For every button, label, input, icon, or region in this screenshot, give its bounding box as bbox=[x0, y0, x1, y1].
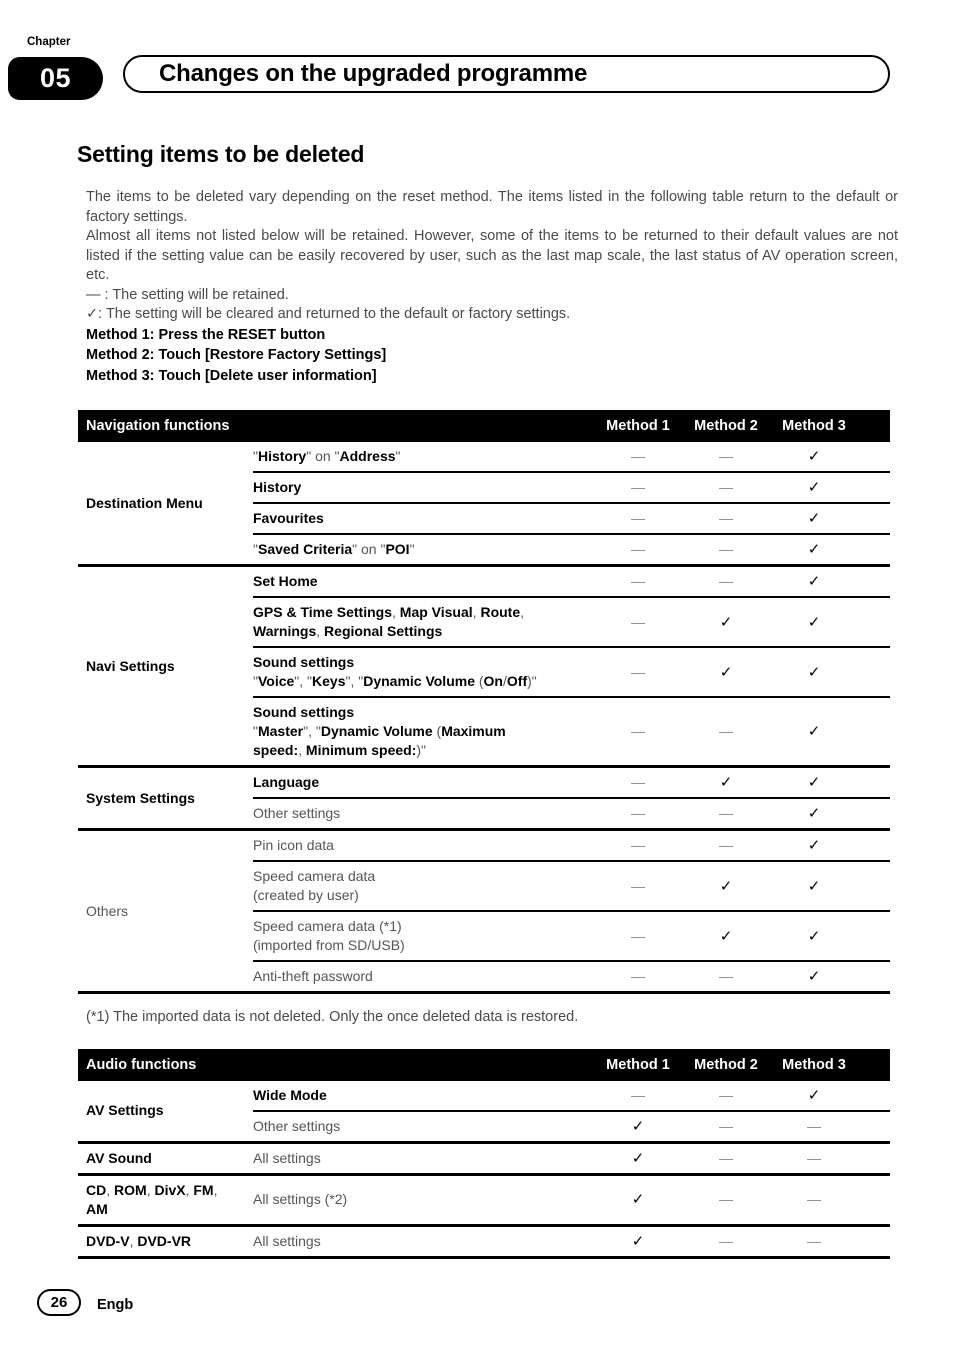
dash-icon: — bbox=[719, 1086, 733, 1103]
setting-item-cell bbox=[253, 1225, 594, 1257]
dash-icon: — bbox=[631, 877, 645, 894]
check-icon: ✓ bbox=[631, 1117, 645, 1135]
method-mark-cell bbox=[682, 697, 770, 767]
row-spacer bbox=[858, 647, 890, 697]
text-segment: All settings bbox=[253, 1149, 321, 1166]
dash-icon: — bbox=[719, 1117, 733, 1134]
row-spacer bbox=[858, 767, 890, 799]
method-mark-cell bbox=[770, 472, 858, 503]
text-segment: " bbox=[253, 541, 258, 557]
method-mark-cell bbox=[770, 697, 858, 767]
table-title: Navigation functions bbox=[78, 410, 594, 442]
setting-item-cell bbox=[253, 697, 594, 767]
table-title: Audio functions bbox=[78, 1049, 594, 1081]
dash-icon: — bbox=[631, 1086, 645, 1103]
check-icon: ✓ bbox=[807, 927, 821, 945]
check-icon: ✓ bbox=[807, 479, 821, 496]
dash-icon: — bbox=[631, 805, 645, 821]
method-mark-cell bbox=[770, 647, 858, 697]
method-mark-cell bbox=[682, 961, 770, 993]
setting-item-cell bbox=[253, 503, 594, 534]
method-mark-cell bbox=[594, 1142, 682, 1174]
row-spacer bbox=[858, 861, 890, 911]
text-segment: Destination Menu bbox=[86, 494, 203, 511]
method-1-definition: Method 1: Press the RESET button bbox=[86, 326, 326, 343]
text-segment: System Settings bbox=[86, 789, 195, 806]
method-mark-cell bbox=[594, 1111, 682, 1143]
table-header-row bbox=[78, 1049, 890, 1081]
method-mark-cell bbox=[770, 442, 858, 472]
method-mark-cell bbox=[682, 442, 770, 472]
check-icon: ✓ bbox=[807, 510, 821, 527]
text-segment: History bbox=[257, 448, 307, 464]
setting-item-cell bbox=[253, 1081, 594, 1111]
dash-icon: — bbox=[631, 448, 645, 464]
method-mark-cell bbox=[682, 911, 770, 961]
text-segment: " bbox=[253, 448, 258, 464]
method-mark-cell bbox=[682, 1142, 770, 1174]
text-segment: (created by user) bbox=[253, 887, 359, 903]
method-mark-cell bbox=[770, 961, 858, 993]
method-mark-cell bbox=[770, 1081, 858, 1111]
dash-icon: — bbox=[719, 805, 733, 821]
method-mark-cell bbox=[594, 961, 682, 993]
dash-icon: — bbox=[719, 1191, 733, 1207]
text-segment: Address bbox=[339, 448, 396, 464]
text-segment: (imported from SD/USB) bbox=[253, 937, 405, 953]
setting-item-cell bbox=[253, 534, 594, 566]
check-icon: ✓ bbox=[807, 805, 821, 822]
dash-icon: — bbox=[807, 1191, 821, 1207]
chapter-label: Chapter bbox=[27, 36, 71, 48]
intro-block bbox=[86, 188, 898, 386]
method-mark-cell bbox=[594, 472, 682, 503]
method-mark-cell bbox=[682, 861, 770, 911]
method-mark-cell bbox=[770, 566, 858, 598]
dash-icon: — bbox=[631, 663, 645, 680]
navigation-functions-grid bbox=[78, 410, 890, 994]
method-mark-cell bbox=[594, 1225, 682, 1257]
method-mark-cell bbox=[594, 1174, 682, 1225]
setting-item-cell bbox=[253, 442, 594, 472]
check-icon: ✓ bbox=[807, 613, 821, 631]
text-segment: )" bbox=[527, 673, 537, 689]
group-label-cell bbox=[78, 1081, 253, 1143]
method-mark-cell bbox=[594, 830, 682, 862]
group-label-cell bbox=[78, 767, 253, 830]
dash-icon: — bbox=[719, 1232, 733, 1249]
text-segment: Map Visual bbox=[399, 604, 473, 620]
table-row bbox=[78, 566, 890, 598]
setting-item-cell bbox=[253, 830, 594, 862]
text-segment: GPS & Time Settings bbox=[253, 604, 392, 620]
text-segment: Wide Mode bbox=[253, 1086, 327, 1103]
text-segment: Saved Criteria bbox=[257, 541, 353, 557]
row-spacer bbox=[858, 798, 890, 830]
setting-item-cell bbox=[253, 566, 594, 598]
text-segment: ROM bbox=[114, 1181, 147, 1198]
text-segment: History bbox=[253, 479, 302, 495]
text-segment: , bbox=[146, 1181, 155, 1198]
text-segment: Master bbox=[257, 723, 304, 739]
table-row bbox=[78, 1142, 890, 1174]
chapter-title-text: Changes on the upgraded programme bbox=[159, 60, 588, 87]
text-segment: POI bbox=[385, 541, 410, 557]
method-mark-cell bbox=[770, 767, 858, 799]
legend-cleared: ✓: The setting will be cleared and returned to the default or factory settings. bbox=[86, 306, 571, 322]
dash-icon: — bbox=[631, 573, 645, 589]
check-icon: ✓ bbox=[719, 927, 733, 945]
setting-item-cell bbox=[253, 1111, 594, 1143]
text-segment: , bbox=[392, 604, 400, 620]
check-icon: ✓ bbox=[631, 1232, 645, 1250]
method-mark-cell bbox=[594, 861, 682, 911]
text-segment: Maximum bbox=[441, 723, 506, 739]
text-segment: All settings bbox=[253, 1232, 321, 1249]
setting-item-cell bbox=[253, 472, 594, 503]
text-segment: , bbox=[298, 742, 306, 758]
row-spacer bbox=[858, 442, 890, 472]
setting-item-cell bbox=[253, 647, 594, 697]
method-mark-cell bbox=[682, 534, 770, 566]
text-segment: FM bbox=[193, 1181, 214, 1198]
dash-icon: — bbox=[719, 541, 733, 557]
method-mark-cell bbox=[682, 1111, 770, 1143]
method-mark-cell bbox=[594, 647, 682, 697]
method-mark-cell bbox=[770, 534, 858, 566]
method-mark-cell bbox=[594, 798, 682, 830]
text-segment: , bbox=[472, 604, 481, 620]
text-segment: ( bbox=[432, 723, 442, 739]
check-icon: ✓ bbox=[631, 1191, 645, 1208]
check-icon: ✓ bbox=[807, 968, 821, 985]
intro-paragraph: Almost all items not listed below will be retained. However, some of the items to be returned to their default values are not listed if the setting value can be easily recovered by user, such as the last map scale, the last status of AV operation screen, etc. bbox=[86, 228, 898, 283]
text-segment: DivX bbox=[154, 1181, 186, 1198]
method-mark-cell bbox=[770, 1142, 858, 1174]
row-spacer bbox=[858, 1111, 890, 1143]
text-segment: Pin icon data bbox=[253, 837, 334, 853]
legend-retained: — : The setting will be retained. bbox=[86, 286, 289, 303]
text-segment: , bbox=[520, 604, 525, 620]
text-segment: , bbox=[106, 1181, 115, 1198]
page-number-badge: 26 bbox=[37, 1289, 81, 1316]
method-mark-cell bbox=[682, 1225, 770, 1257]
method-mark-cell bbox=[682, 566, 770, 598]
text-segment: Regional Settings bbox=[324, 623, 443, 639]
dash-icon: — bbox=[631, 479, 645, 495]
method-mark-cell bbox=[594, 503, 682, 534]
check-icon: ✓ bbox=[807, 573, 821, 590]
row-spacer bbox=[858, 1225, 890, 1257]
method-mark-cell bbox=[594, 697, 682, 767]
chapter-title bbox=[123, 55, 890, 93]
dash-icon: — bbox=[631, 837, 645, 853]
row-spacer bbox=[858, 1174, 890, 1225]
dash-icon: — bbox=[631, 541, 645, 557]
text-segment: Language bbox=[253, 774, 320, 790]
setting-item-cell bbox=[253, 861, 594, 911]
check-icon: ✓ bbox=[719, 774, 733, 791]
check-icon: ✓ bbox=[807, 541, 821, 558]
method-mark-cell bbox=[770, 1225, 858, 1257]
text-segment: Anti-theft password bbox=[253, 968, 373, 984]
method-mark-cell bbox=[770, 503, 858, 534]
text-segment: ", " bbox=[294, 673, 313, 689]
method-mark-cell bbox=[682, 830, 770, 862]
section-title: Setting items to be deleted bbox=[77, 141, 365, 167]
text-segment: Other settings bbox=[253, 1117, 341, 1134]
text-segment: Off bbox=[506, 673, 528, 689]
method-mark-cell bbox=[594, 911, 682, 961]
table-row bbox=[78, 767, 890, 799]
check-icon: ✓ bbox=[807, 837, 821, 854]
text-segment: " bbox=[253, 673, 258, 689]
group-label-cell bbox=[78, 830, 253, 993]
text-segment: , bbox=[185, 1181, 194, 1198]
check-icon: ✓ bbox=[807, 774, 821, 791]
text-segment: Warnings bbox=[253, 623, 317, 639]
dash-icon: — bbox=[631, 968, 645, 984]
text-segment: DVD-V bbox=[86, 1232, 130, 1249]
row-spacer bbox=[858, 1142, 890, 1174]
text-segment: , bbox=[213, 1181, 218, 1198]
text-segment: Others bbox=[86, 902, 129, 919]
method-mark-cell bbox=[770, 1174, 858, 1225]
check-icon: ✓ bbox=[807, 663, 821, 681]
dash-icon: — bbox=[631, 927, 645, 944]
text-segment: Dynamic Volume bbox=[363, 673, 475, 689]
text-segment: " bbox=[253, 723, 258, 739]
row-spacer bbox=[858, 503, 890, 534]
method-column-header: Method 2 bbox=[682, 1049, 770, 1081]
method-mark-cell bbox=[682, 767, 770, 799]
text-segment: Route bbox=[480, 604, 521, 620]
group-label-cell bbox=[78, 1225, 253, 1257]
check-icon: ✓ bbox=[719, 877, 733, 895]
text-segment: " on " bbox=[306, 448, 340, 464]
setting-item-cell bbox=[253, 798, 594, 830]
check-icon: ✓ bbox=[807, 877, 821, 895]
method-3-definition: Method 3: Touch [Delete user information] bbox=[86, 367, 377, 384]
text-segment: Set Home bbox=[253, 573, 318, 589]
method-column-header: Method 3 bbox=[770, 1049, 858, 1081]
method-mark-cell bbox=[682, 798, 770, 830]
text-segment: Minimum speed: bbox=[305, 742, 417, 758]
header-spacer bbox=[858, 1049, 890, 1081]
footnote: (*1) The imported data is not deleted. Only the once deleted data is restored. bbox=[86, 1009, 579, 1025]
text-segment: / bbox=[503, 673, 507, 689]
row-spacer bbox=[858, 472, 890, 503]
method-mark-cell bbox=[682, 1081, 770, 1111]
table-row bbox=[78, 442, 890, 472]
text-segment: " bbox=[395, 448, 401, 464]
table-row bbox=[78, 1225, 890, 1257]
dash-icon: — bbox=[719, 1149, 733, 1166]
text-segment: All settings (*2) bbox=[253, 1191, 348, 1207]
dash-icon: — bbox=[719, 723, 733, 739]
check-icon: ✓ bbox=[719, 663, 733, 681]
text-segment: )" bbox=[416, 742, 427, 758]
group-label-cell bbox=[78, 442, 253, 566]
method-mark-cell bbox=[770, 861, 858, 911]
row-spacer bbox=[858, 534, 890, 566]
method-column-header: Method 3 bbox=[770, 410, 858, 442]
text-segment: AM bbox=[86, 1200, 108, 1217]
setting-item-cell bbox=[253, 767, 594, 799]
dash-icon: — bbox=[631, 613, 645, 630]
intro-paragraph: The items to be deleted vary depending on the reset method. The items listed in the following table return to the default or factory settings. bbox=[86, 189, 898, 225]
text-segment: Voice bbox=[257, 673, 295, 689]
text-segment: , bbox=[316, 623, 325, 639]
dash-icon: — bbox=[719, 968, 733, 984]
check-icon: ✓ bbox=[807, 723, 821, 740]
text-segment: CD bbox=[86, 1181, 107, 1198]
table-row bbox=[78, 1174, 890, 1225]
method-mark-cell bbox=[770, 798, 858, 830]
text-segment: ", " bbox=[303, 723, 321, 739]
text-segment: " on " bbox=[352, 541, 386, 557]
method-column-header: Method 2 bbox=[682, 410, 770, 442]
method-mark-cell bbox=[770, 1111, 858, 1143]
text-segment: Sound settings bbox=[253, 704, 355, 720]
page-language-label: Engb bbox=[97, 1297, 134, 1313]
method-mark-cell bbox=[594, 566, 682, 598]
dash-icon: — bbox=[631, 774, 645, 790]
row-spacer bbox=[858, 566, 890, 598]
method-mark-cell bbox=[770, 830, 858, 862]
chapter-number-badge: 05 bbox=[8, 57, 103, 100]
text-segment: speed: bbox=[253, 742, 299, 758]
table-row bbox=[78, 830, 890, 862]
method-mark-cell bbox=[682, 503, 770, 534]
text-segment: AV Sound bbox=[86, 1149, 152, 1166]
audio-functions-grid bbox=[78, 1049, 890, 1259]
navigation-functions-table bbox=[0, 410, 954, 994]
method-mark-cell bbox=[594, 767, 682, 799]
header-spacer bbox=[858, 410, 890, 442]
text-segment: Favourites bbox=[253, 510, 324, 526]
method-mark-cell bbox=[682, 472, 770, 503]
text-segment: Speed camera data (*1) bbox=[253, 918, 402, 934]
text-segment: Dynamic Volume bbox=[320, 723, 433, 739]
setting-item-cell bbox=[253, 961, 594, 993]
row-spacer bbox=[858, 911, 890, 961]
setting-item-cell bbox=[253, 1174, 594, 1225]
dash-icon: — bbox=[719, 479, 733, 495]
setting-item-cell bbox=[253, 1142, 594, 1174]
method-mark-cell bbox=[770, 597, 858, 647]
table-row bbox=[78, 1081, 890, 1111]
row-spacer bbox=[858, 961, 890, 993]
dash-icon: — bbox=[719, 837, 733, 853]
method-mark-cell bbox=[594, 534, 682, 566]
method-mark-cell bbox=[594, 1081, 682, 1111]
table-header-row bbox=[78, 410, 890, 442]
text-segment: DVD-VR bbox=[137, 1232, 192, 1249]
audio-functions-table bbox=[0, 1049, 954, 1259]
row-spacer bbox=[858, 597, 890, 647]
text-segment: Keys bbox=[312, 673, 346, 689]
check-icon: ✓ bbox=[807, 1086, 821, 1104]
method-mark-cell bbox=[682, 1174, 770, 1225]
text-segment: , bbox=[129, 1232, 138, 1249]
check-icon: ✓ bbox=[807, 448, 821, 465]
text-segment: ( bbox=[474, 673, 484, 689]
method-column-header: Method 1 bbox=[594, 1049, 682, 1081]
dash-icon: — bbox=[807, 1117, 821, 1134]
row-spacer bbox=[858, 697, 890, 767]
dash-icon: — bbox=[807, 1149, 821, 1166]
check-icon: ✓ bbox=[719, 613, 733, 631]
text-segment: " bbox=[409, 541, 415, 557]
group-label-cell bbox=[78, 1174, 253, 1225]
text-segment: Speed camera data bbox=[253, 868, 376, 884]
text-segment: Navi Settings bbox=[86, 657, 175, 674]
text-segment: ", " bbox=[345, 673, 364, 689]
text-segment: AV Settings bbox=[86, 1102, 164, 1118]
dash-icon: — bbox=[719, 510, 733, 526]
method-2-definition: Method 2: Touch [Restore Factory Settings] bbox=[86, 347, 387, 363]
method-mark-cell bbox=[594, 597, 682, 647]
dash-icon: — bbox=[719, 448, 733, 464]
method-mark-cell bbox=[682, 597, 770, 647]
row-spacer bbox=[858, 1081, 890, 1111]
group-label-cell bbox=[78, 566, 253, 767]
method-mark-cell bbox=[682, 647, 770, 697]
dash-icon: — bbox=[631, 510, 645, 526]
check-icon: ✓ bbox=[631, 1149, 645, 1167]
method-mark-cell bbox=[594, 442, 682, 472]
group-label-cell bbox=[78, 1142, 253, 1174]
setting-item-cell bbox=[253, 911, 594, 961]
dash-icon: — bbox=[631, 723, 645, 739]
setting-item-cell bbox=[253, 597, 594, 647]
dash-icon: — bbox=[807, 1232, 821, 1249]
row-spacer bbox=[858, 830, 890, 862]
text-segment: On bbox=[483, 673, 503, 689]
method-mark-cell bbox=[770, 911, 858, 961]
method-column-header: Method 1 bbox=[594, 410, 682, 442]
dash-icon: — bbox=[719, 573, 733, 589]
text-segment: Other settings bbox=[253, 805, 341, 821]
text-segment: Sound settings bbox=[253, 654, 355, 670]
